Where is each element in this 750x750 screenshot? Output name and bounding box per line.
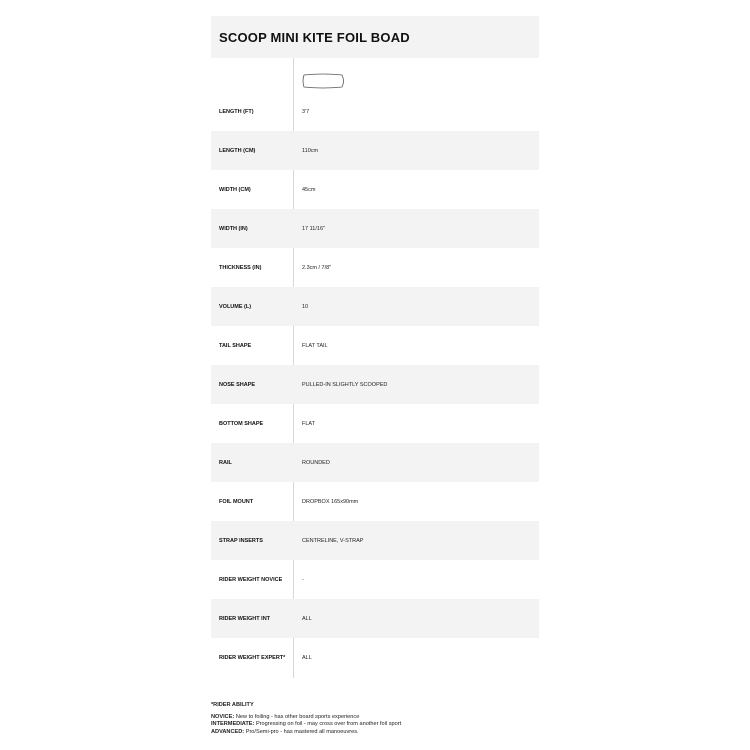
spec-rows: [211, 92, 539, 677]
footnote-term: ADVANCED:: [211, 728, 245, 735]
spec-label: FOIL MOUNT: [219, 498, 254, 505]
spec-label: VOLUME (L): [219, 303, 252, 310]
spec-label: RIDER WEIGHT INT: [219, 615, 271, 622]
spec-row: [211, 209, 539, 248]
board-image-row: [211, 58, 539, 92]
spec-row: [211, 521, 539, 560]
footnote-text: Progressing on foil - may cross over from another foil sport: [254, 721, 402, 728]
spec-label: RIDER WEIGHT EXPERT*: [219, 654, 286, 661]
footnote-term: NOVICE:: [211, 713, 235, 720]
spec-label: TAIL SHAPE: [219, 342, 252, 349]
spec-value: PULLED-IN SLIGHTLY SCOOPED: [302, 381, 388, 388]
rider-ability-footnote: [211, 702, 541, 736]
spec-label: LENGTH (CM): [219, 147, 256, 154]
spec-label: RIDER WEIGHT NOVICE: [219, 576, 283, 583]
spec-label: WIDTH (CM): [219, 186, 251, 193]
spec-value: -: [302, 576, 304, 583]
spec-card: [211, 16, 539, 677]
spec-value: DROPBOX 165x90mm: [302, 498, 359, 505]
spec-row: [211, 170, 539, 209]
footnote-text: New to foiling - has other board sports experience: [234, 713, 360, 720]
board-outline-icon: [301, 72, 345, 90]
footnote-line-novice: [211, 714, 541, 722]
footnote-line-advanced: [211, 729, 541, 737]
spec-row: [211, 365, 539, 404]
spec-value: 110cm: [302, 147, 319, 154]
spec-label: STRAP INSERTS: [219, 537, 263, 544]
spec-row: [211, 287, 539, 326]
spec-label: LENGTH (FT): [219, 108, 254, 115]
spec-row: [211, 482, 539, 521]
spec-value: FLAT TAIL: [302, 342, 328, 349]
spec-row: [211, 560, 539, 599]
spec-value: 17 11/16": [302, 225, 325, 232]
spec-row: [211, 443, 539, 482]
spec-label: BOTTOM SHAPE: [219, 420, 264, 427]
spec-value: FLAT: [302, 420, 316, 427]
footnote-line-intermediate: [211, 721, 541, 729]
spec-value: 45cm: [302, 186, 316, 193]
spec-value: 10: [302, 303, 309, 310]
footnote-text: Pro/Semi-pro - has mastered all manoeuvres.: [244, 728, 359, 735]
spec-row: [211, 248, 539, 287]
spec-row: [211, 638, 539, 677]
spec-row: [211, 599, 539, 638]
spec-label: NOSE SHAPE: [219, 381, 256, 388]
footnote-term: INTERMEDIATE:: [211, 721, 255, 728]
spec-label: WIDTH (IN): [219, 225, 248, 232]
spec-label: THICKNESS (IN): [219, 264, 262, 271]
spec-value: 3'7: [302, 108, 310, 115]
spec-value: ALL: [302, 615, 312, 622]
spec-row: [211, 404, 539, 443]
page-title: SCOOP MINI KITE FOIL BOAD: [219, 29, 410, 45]
spec-table: [211, 58, 539, 677]
spec-value: ROUNDED: [302, 459, 330, 466]
spec-value: ALL: [302, 654, 312, 661]
footnote-heading: *RIDER ABILITY: [211, 702, 254, 708]
title-bar: [211, 16, 539, 58]
spec-row: [211, 326, 539, 365]
spec-value: 2.3cm / 7/8": [302, 264, 332, 271]
spec-row: [211, 92, 539, 131]
spec-label: RAIL: [219, 459, 232, 466]
spec-value: CENTRELINE, V-STRAP: [302, 537, 364, 544]
spec-row: [211, 131, 539, 170]
